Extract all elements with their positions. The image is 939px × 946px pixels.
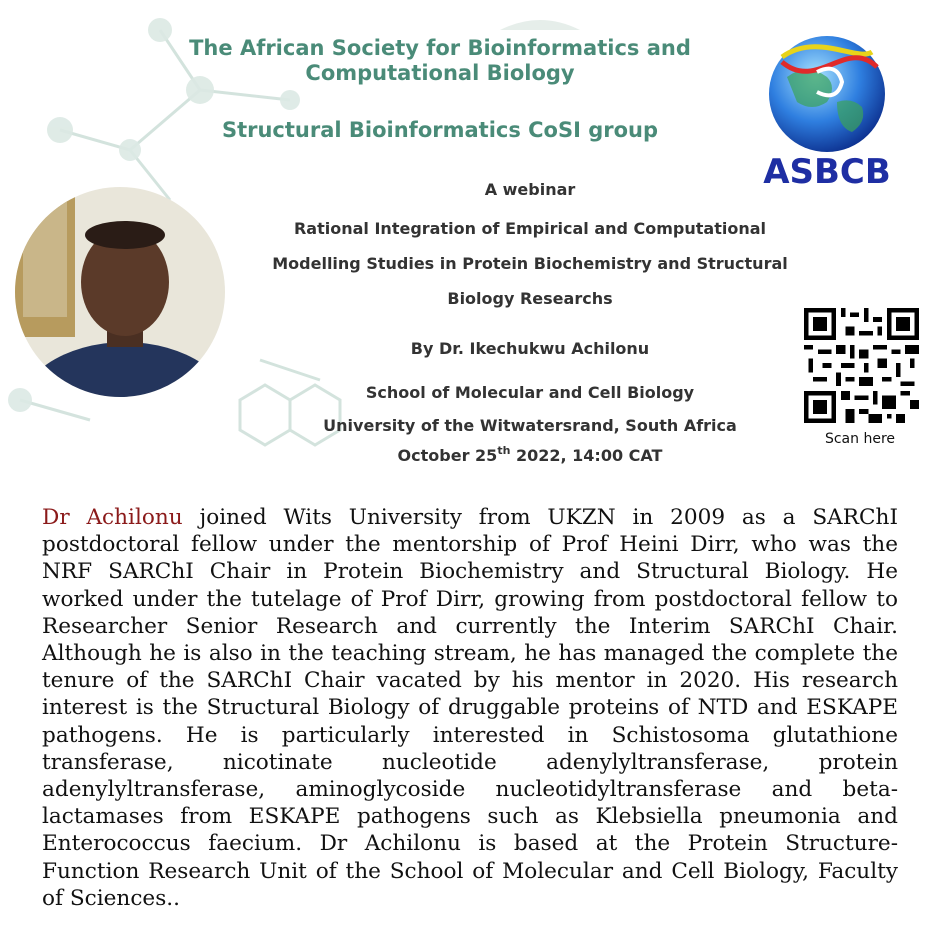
asbcb-logo	[757, 32, 897, 197]
organization-title	[140, 36, 740, 86]
biography-text: joined Wits University from UKZN in 2009 as a SARChI postdoctoral fellow under the mentorship of Prof Heini Dirr, who was the NRF SARChI Chair in Protein Biochemistry and Structural Biology. He worked under the tutelage of Prof Dirr, growing from postdoctoral fellow to Researcher Senior Research and currently the Interim SARChI Chair. Although he is also in the teaching stream, he has managed the complete the tenure of the SARChI Chair vacated by his mentor in 2020. His research interest is the Structural Biology of druggable proteins of NTD and ESKAPE pathogens. He is particularly interested in Schistosoma glutathione transferase, nicotinate nucleotide adenylyltransferase, protein adenylyltransferase, aminoglycoside nucleotidyltransferase and beta-lactamases from ESKAPE pathogens such as Klebsiella pneumonia and Enterococcus faecium. Dr Achilonu is based at the Protein Structure-Function Research Unit of the School of Molecular and Cell Biology, Faculty of Sciences..	[42, 505, 898, 911]
globe-logo-icon	[757, 32, 897, 157]
cosi-group-title: Structural Bioinformatics CoSI group	[221, 118, 659, 142]
event-date-prefix: October 25	[397, 446, 498, 465]
webinar-label: A webinar	[484, 180, 576, 199]
event-date-ordinal: th	[497, 444, 511, 457]
speaker-biography	[42, 504, 898, 912]
speaker-photo	[15, 187, 225, 397]
speaker-name: By Dr. Ikechukwu Achilonu	[410, 339, 650, 358]
talk-title-line-2: Modelling Studies in Protein Biochemistry and Structural	[272, 254, 788, 273]
qr-code[interactable]	[804, 308, 919, 423]
biography-speaker-name: Dr Achilonu	[42, 505, 183, 530]
organization-title-line-1: The African Society for Bioinformatics and	[189, 36, 691, 60]
school-name: School of Molecular and Cell Biology	[365, 383, 695, 402]
qr-caption: Scan here	[824, 431, 896, 447]
talk-title-line-1: Rational Integration of Empirical and Computational	[293, 219, 767, 238]
talk-title-line-3: Biology Researchs	[447, 289, 613, 308]
speaker-portrait-image	[15, 187, 225, 397]
organization-title-line-2: Computational Biology	[305, 61, 575, 85]
event-date	[220, 446, 840, 465]
university-name: University of the Witwatersrand, South Africa	[323, 416, 737, 435]
asbcb-logo-text: ASBCB	[763, 152, 891, 192]
event-date-suffix: 2022, 14:00 CAT	[510, 446, 663, 465]
